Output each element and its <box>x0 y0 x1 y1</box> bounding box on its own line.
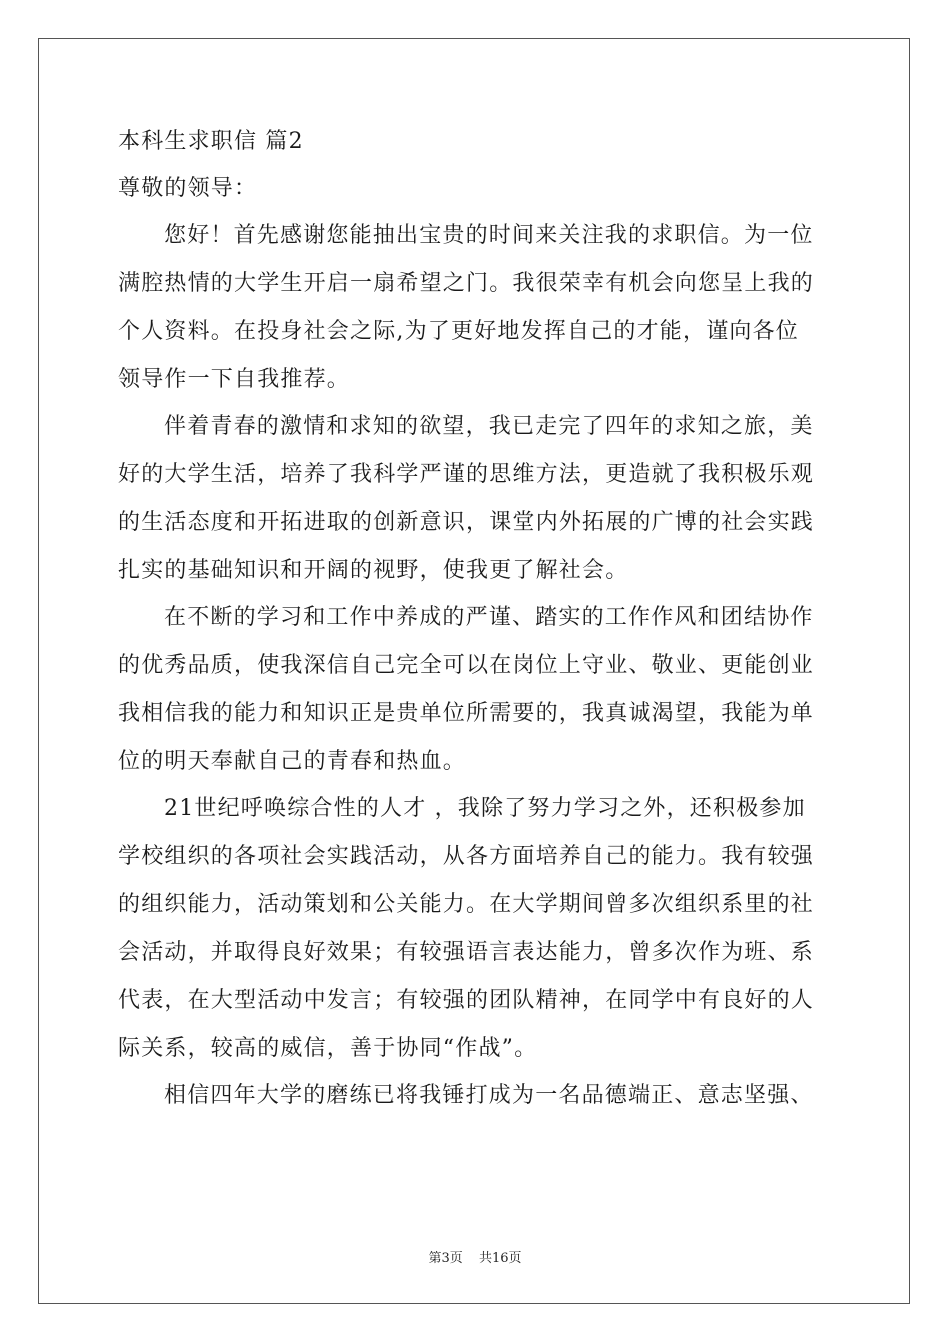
paragraph-line: 代表，在大型活动中发言；有较强的团队精神，在同学中有良好的人 <box>118 988 815 1013</box>
paragraph-1 <box>118 221 834 395</box>
paragraph-2 <box>118 412 834 586</box>
paragraph-5 <box>118 1081 834 1111</box>
paragraph-line: 的生活态度和开拓进取的创新意识，课堂内外拓展的广博的社会实践 <box>118 510 815 535</box>
salutation: 尊敬的领导： <box>118 176 258 201</box>
page-footer <box>0 1247 950 1266</box>
paragraph-line: 学校组织的各项社会实践活动，从各方面培养自己的能力。我有较强 <box>118 844 815 869</box>
paragraph-line: 满腔热情的大学生开启一扇希望之门。我很荣幸有机会向您呈上我的 <box>118 271 815 296</box>
paragraph-line: 会活动，并取得良好效果；有较强语言表达能力，曾多次作为班、系 <box>118 940 815 965</box>
page-number-total: 共16页 <box>478 1251 522 1266</box>
paragraph-line: 好的大学生活，培养了我科学严谨的思维方法，更造就了我积极乐观 <box>118 462 815 487</box>
paragraph-line: 在不断的学习和工作中养成的严谨、踏实的工作作风和团结协作 <box>164 605 814 630</box>
paragraph-line: 我相信我的能力和知识正是贵单位所需要的，我真诚渴望，我能为单 <box>118 701 815 726</box>
paragraph-line: 您好！首先感谢您能抽出宝贵的时间来关注我的求职信。为一位 <box>164 223 814 248</box>
paragraph-line: 的优秀品质，使我深信自己完全可以在岗位上守业、敬业、更能创业 <box>118 653 815 678</box>
paragraph-line: 位的明天奉献自己的青春和热血。 <box>118 749 467 774</box>
paragraph-line: 际关系，较高的威信，善于协同“作战”。 <box>118 1036 538 1061</box>
page-number-current: 第3页 <box>428 1251 463 1266</box>
document-heading: 本科生求职信 篇2 <box>118 129 304 154</box>
paragraph-4 <box>118 794 834 1064</box>
paragraph-line: 21世纪呼唤综合性的人才 ，我除了努力学习之外，还积极参加 <box>164 796 806 821</box>
paragraph-line: 个人资料。在投身社会之际,为了更好地发挥自己的才能，谨向各位 <box>118 319 799 344</box>
paragraph-line: 相信四年大学的磨练已将我锤打成为一名品德端正、意志坚强、 <box>164 1083 814 1108</box>
paragraph-line: 的组织能力，活动策划和公关能力。在大学期间曾多次组织系里的社 <box>118 892 815 917</box>
paragraph-line: 扎实的基础知识和开阔的视野，使我更了解社会。 <box>118 558 629 583</box>
paragraph-3 <box>118 603 834 777</box>
paragraph-line: 伴着青春的激情和求知的欲望，我已走完了四年的求知之旅，美 <box>164 414 814 439</box>
document-body <box>118 127 834 1111</box>
paragraph-line: 领导作一下自我推荐。 <box>118 367 351 392</box>
